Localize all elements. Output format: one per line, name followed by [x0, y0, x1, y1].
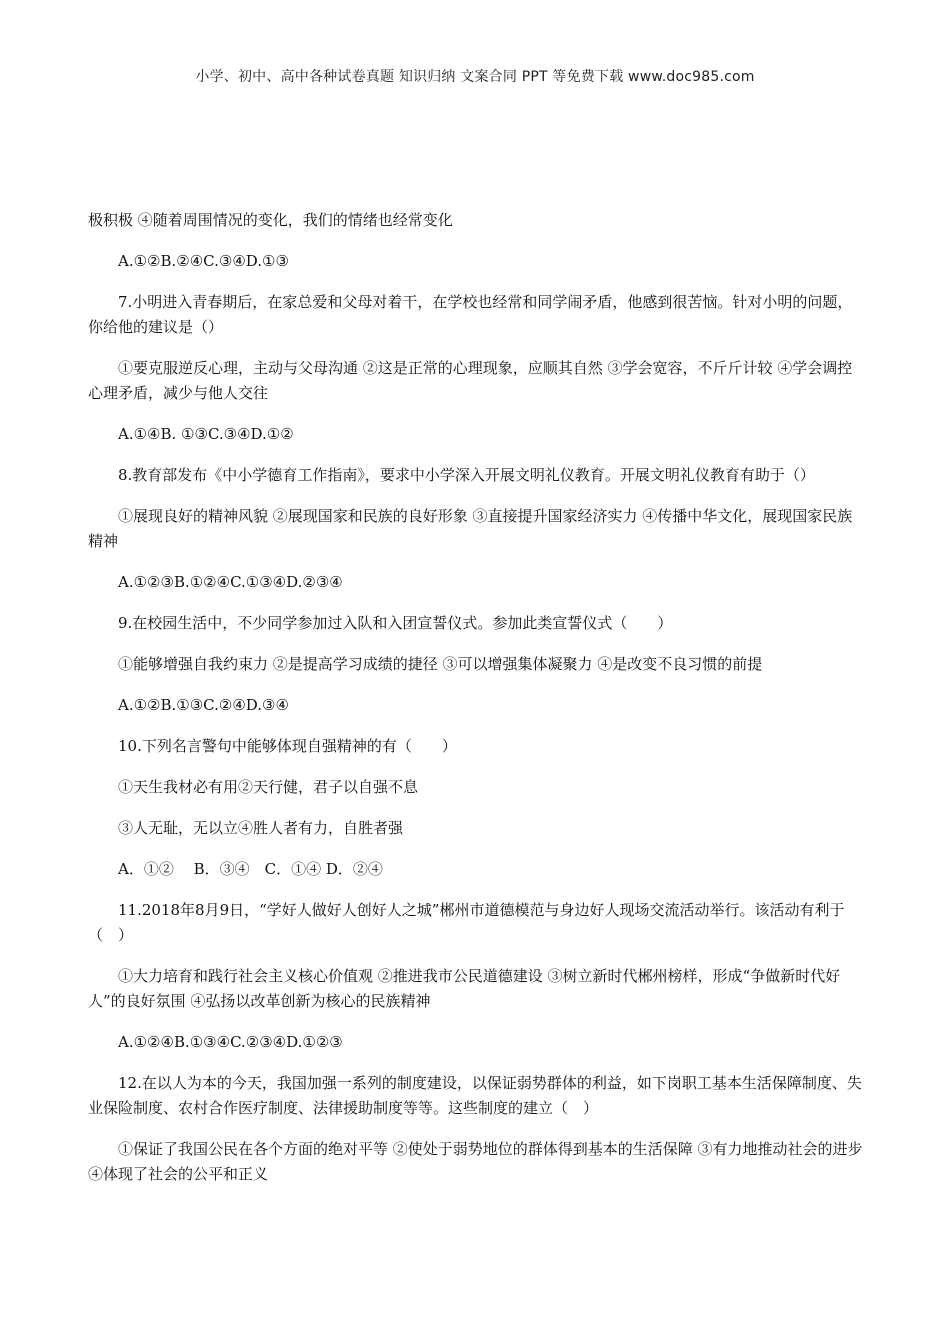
answer-options-11: A.①②④B.①③④C.②③④D.①②③	[118, 1033, 343, 1051]
question-10: 10.下列名言警句中能够体现自强精神的有（ ）	[118, 737, 457, 755]
statements-9: ①能够增强自我约束力 ②是提高学习成绩的捷径 ③可以增强集体凝聚力 ④是改变不良习惯的前提	[118, 655, 763, 673]
answer-options-10: A．①② B．③④ C．①④ D．②④	[118, 860, 383, 878]
answer-options-6: A.①②B.②④C.③④D.①③	[118, 252, 289, 270]
question-9: 9.在校园生活中，不少同学参加过入队和入团宣誓仪式。参加此类宣誓仪式（ ）	[118, 614, 673, 632]
statements-8: ①展现良好的精神风貌 ②展现国家和民族的良好形象 ③直接提升国家经济实力 ④传播中华文化，展现国家民族精神	[88, 507, 853, 550]
question-11: 11.2018年8月9日，“学好人做好人创好人之城”郴州市道德模范与身边好人现场交流活动举行。该活动有利于（ ）	[88, 901, 845, 944]
statements-7: ①要克服逆反心理，主动与父母沟通 ②这是正常的心理现象，应顺其自然 ③学会宽容，不斤斤计较 ④学会调控心理矛盾，减少与他人交往	[88, 359, 853, 402]
statements-10-a: ①天生我材必有用②天行健，君子以自强不息	[118, 778, 419, 796]
answer-options-9: A.①②B.①③C.②④D.③④	[118, 696, 289, 714]
page-header: 小学、初中、高中各种试卷真题 知识归纳 文案合同 PPT 等免费下载 www.doc985.com	[195, 69, 755, 85]
statements-11: ①大力培育和践行社会主义核心价值观 ②推进我市公民道德建设 ③树立新时代郴州榜样，形成“争做新时代好人”的良好氛围 ④弘扬以改革创新为核心的民族精神	[88, 967, 841, 1010]
answer-options-7: A.①④B. ①③C.③④D.①②	[118, 425, 294, 443]
question-12: 12.在以人为本的今天，我国加强一系列的制度建设，以保证弱势群体的利益，如下岗职工基本生活保障制度、失业保险制度、农村合作医疗制度、法律援助制度等等。这些制度的建立（ ）	[88, 1074, 862, 1117]
document-body	[88, 208, 863, 1203]
statements-12: ①保证了我国公民在各个方面的绝对平等 ②使处于弱势地位的群体得到基本的生活保障 ③有力地推动社会的进步 ④体现了社会的公平和正义	[88, 1140, 863, 1183]
question-8: 8.教育部发布《中小学德育工作指南》，要求中小学深入开展文明礼仪教育。开展文明礼仪教育有助于（）	[118, 466, 815, 484]
question-7: 7.小明进入青春期后，在家总爱和父母对着干，在学校也经常和同学闹矛盾，他感到很苦恼。针对小明的问题，你给他的建议是（）	[88, 293, 853, 336]
text-line-0: 极积极 ④随着周围情况的变化，我们的情绪也经常变化	[88, 211, 453, 229]
answer-options-8: A.①②③B.①②④C.①③④D.②③④	[118, 573, 343, 591]
statements-10-b: ③人无耻，无以立④胜人者有力，自胜者强	[118, 819, 404, 837]
